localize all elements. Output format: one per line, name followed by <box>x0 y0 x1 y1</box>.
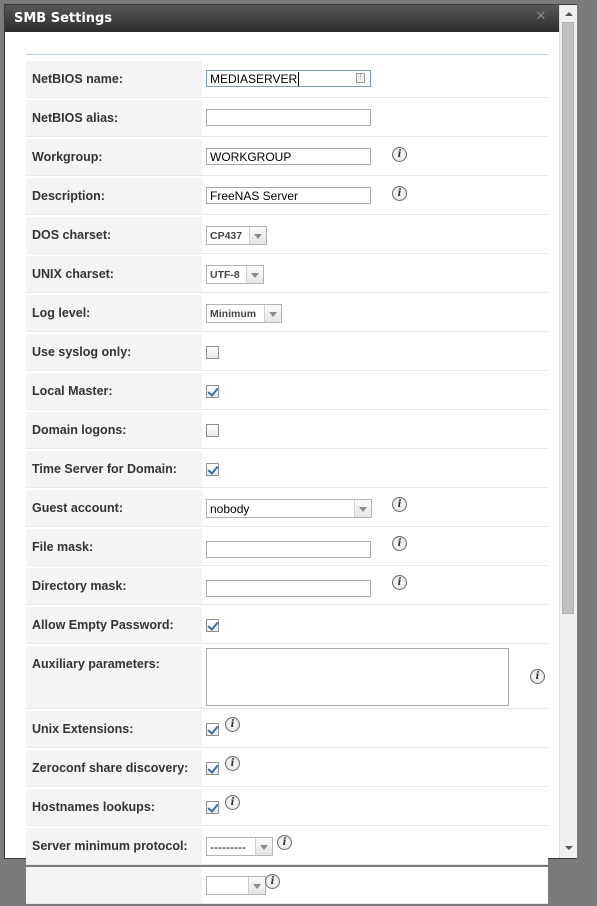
dos-charset-select[interactable] <box>206 226 267 245</box>
use-syslog-label: Use syslog only: <box>32 345 132 359</box>
row-dos-charset <box>26 217 548 254</box>
divider <box>26 54 548 55</box>
unix-charset-label: UNIX charset: <box>32 267 114 281</box>
info-icon[interactable]: i <box>225 717 240 732</box>
row-unix-extensions <box>26 711 548 748</box>
close-icon[interactable]: ✕ <box>535 9 547 24</box>
info-icon[interactable]: i <box>225 795 240 810</box>
directory-mask-input[interactable] <box>206 580 371 597</box>
file-mask-input[interactable] <box>206 541 371 558</box>
netbios-name-label: NetBIOS name: <box>32 72 123 86</box>
zeroconf-checkbox[interactable] <box>206 762 219 775</box>
local-master-label: Local Master: <box>32 384 113 398</box>
row-log-level <box>26 295 548 332</box>
time-server-label: Time Server for Domain: <box>32 462 177 476</box>
allow-empty-password-checkbox[interactable] <box>206 619 219 632</box>
row-unix-charset <box>26 256 548 293</box>
log-level-select[interactable] <box>206 304 282 323</box>
netbios-alias-input[interactable] <box>206 109 371 126</box>
guest-account-label: Guest account: <box>32 501 123 515</box>
row-partial-next <box>26 867 548 904</box>
row-aux-params <box>26 646 548 709</box>
description-label: Description: <box>32 189 105 203</box>
dialog-titlebar[interactable] <box>5 5 576 32</box>
row-zeroconf <box>26 750 548 787</box>
workgroup-input[interactable]: WORKGROUP <box>206 148 371 165</box>
log-level-value: Minimum <box>210 308 257 320</box>
unix-charset-value: UTF-8 <box>210 269 240 281</box>
dos-charset-value: CP437 <box>210 230 243 242</box>
unix-extensions-checkbox[interactable] <box>206 723 219 736</box>
row-server-min-protocol <box>26 828 548 865</box>
settings-form <box>26 61 548 906</box>
guest-account-value: nobody <box>210 502 250 516</box>
scroll-down-icon[interactable] <box>560 841 577 856</box>
chevron-down-icon[interactable] <box>249 227 266 244</box>
unix-extensions-label: Unix Extensions: <box>32 722 134 736</box>
domain-logons-checkbox[interactable] <box>206 424 219 437</box>
info-icon[interactable]: i <box>530 669 545 684</box>
server-min-protocol-value: --------- <box>210 840 246 854</box>
info-icon[interactable]: i <box>392 147 407 162</box>
scroll-up-icon[interactable] <box>560 7 577 22</box>
row-netbios-name <box>26 61 548 98</box>
row-domain-logons <box>26 412 548 449</box>
row-guest-account <box>26 490 548 527</box>
server-min-protocol-select[interactable] <box>206 837 273 856</box>
log-level-label: Log level: <box>32 306 91 320</box>
smb-settings-dialog <box>4 4 577 887</box>
workgroup-label: Workgroup: <box>32 150 103 164</box>
info-icon[interactable]: i <box>265 874 280 889</box>
row-local-master <box>26 373 548 410</box>
chevron-down-icon[interactable] <box>255 838 272 855</box>
directory-mask-label: Directory mask: <box>32 579 127 593</box>
hostnames-lookups-label: Hostnames lookups: <box>32 800 155 814</box>
chevron-down-icon[interactable] <box>264 305 281 322</box>
allow-empty-password-label: Allow Empty Password: <box>32 618 174 632</box>
row-use-syslog <box>26 334 548 371</box>
netbios-name-input[interactable] <box>206 70 371 87</box>
hostnames-lookups-checkbox[interactable] <box>206 801 219 814</box>
aux-params-textarea[interactable] <box>206 648 509 706</box>
autofill-icon[interactable]: ⋮ <box>357 74 364 81</box>
info-icon[interactable]: i <box>392 497 407 512</box>
zeroconf-label: Zeroconf share discovery: <box>32 761 189 775</box>
row-file-mask <box>26 529 548 566</box>
row-allow-empty-password <box>26 607 548 644</box>
info-icon[interactable]: i <box>392 186 407 201</box>
netbios-alias-label: NetBIOS alias: <box>32 111 119 125</box>
time-server-checkbox[interactable] <box>206 463 219 476</box>
unix-charset-select[interactable] <box>206 265 264 284</box>
scrollbar-thumb[interactable] <box>562 22 574 614</box>
dialog-content <box>5 32 558 887</box>
chevron-down-icon[interactable] <box>248 877 265 894</box>
local-master-checkbox[interactable] <box>206 385 219 398</box>
partial-select[interactable] <box>206 876 266 895</box>
aux-params-label: Auxiliary parameters: <box>32 657 160 671</box>
row-directory-mask <box>26 568 548 605</box>
chevron-down-icon[interactable] <box>246 266 263 283</box>
info-icon[interactable]: i <box>392 536 407 551</box>
row-netbios-alias <box>26 100 548 137</box>
use-syslog-checkbox[interactable] <box>206 346 219 359</box>
row-description <box>26 178 548 215</box>
domain-logons-label: Domain logons: <box>32 423 127 437</box>
info-icon[interactable]: i <box>225 756 240 771</box>
chevron-down-icon[interactable] <box>354 500 371 517</box>
info-icon[interactable]: i <box>277 835 292 850</box>
vertical-scrollbar[interactable] <box>559 5 577 858</box>
server-min-protocol-label: Server minimum protocol: <box>32 839 188 853</box>
dos-charset-label: DOS charset: <box>32 228 112 242</box>
file-mask-label: File mask: <box>32 540 94 554</box>
row-workgroup <box>26 139 548 176</box>
row-time-server <box>26 451 548 488</box>
info-icon[interactable]: i <box>392 575 407 590</box>
row-hostnames-lookups <box>26 789 548 826</box>
guest-account-select[interactable] <box>206 499 372 518</box>
description-input[interactable]: FreeNAS Server <box>206 187 371 204</box>
netbios-name-value: MEDIASERVER <box>210 72 298 86</box>
dialog-title: SMB Settings <box>14 11 113 26</box>
